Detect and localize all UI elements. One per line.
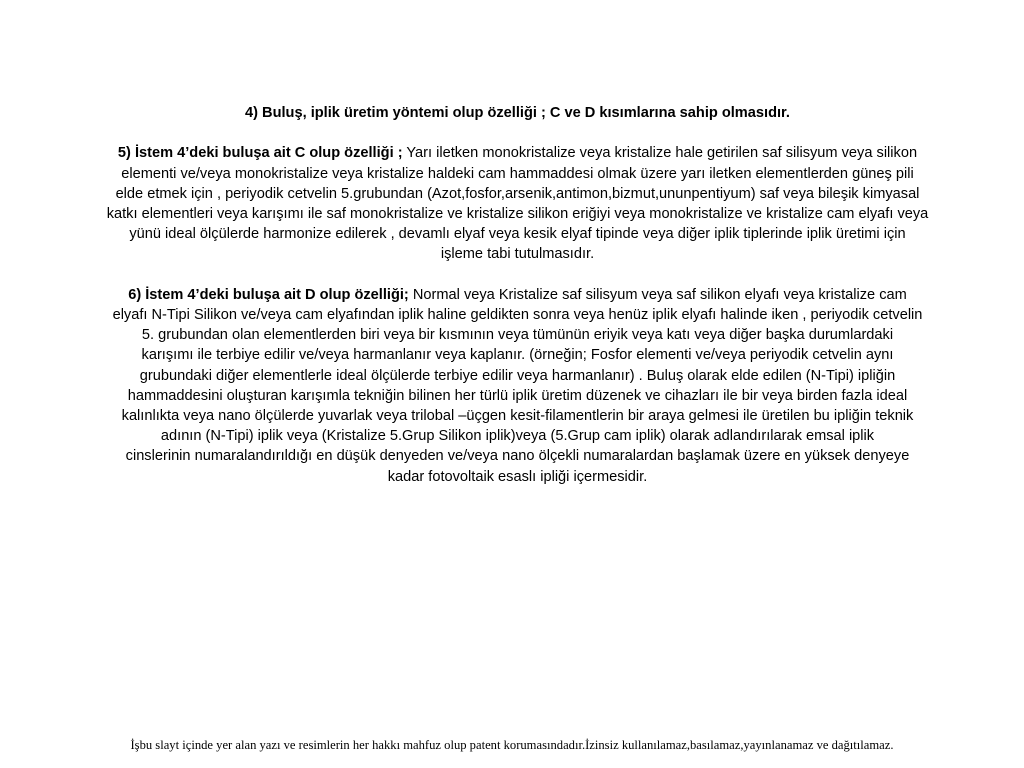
claim-6-line: hammaddesini oluşturan karışımla tekniğin bilinen her türlü iplik üretim düzenek ve cihazları ile bir veya birden fazla ideal xyxy=(127,387,908,404)
claim-5-line: Yarı iletken monokristalize veya kristalize hale getirilen saf silisyum veya silikon xyxy=(406,145,918,162)
claim-6-line: karışımı ile terbiye edilir ve/veya harmanlanır veya kaplanır. (örneğin; Fosfor elementi ve/veya periyodik cetvelin aynı xyxy=(141,347,894,364)
claim-5-heading: 5) İstem 4’deki buluşa ait C olup özelliği ; xyxy=(117,145,403,162)
claim-4: 4) Buluş, iplik üretim yöntemi olup özelliği ; C ve D kısımlarına sahip olmasıdır. xyxy=(245,105,790,121)
slide-body xyxy=(30,103,1005,487)
claim-6-line: Normal veya Kristalize saf silisyum veya saf silikon elyafı veya kristalize cam xyxy=(412,286,907,303)
claim-5-line: katkı elementleri veya karışımı ile saf monokristalize ve kristalize silikon eriğiyi veya monokristalize ve kristalize cam elyafı veya xyxy=(106,206,929,222)
claim-5 xyxy=(30,143,1005,264)
paragraph-gap xyxy=(30,265,1005,285)
claim-5-line: elementi ve/veya monokristalize veya kristalize haldeki cam hammaddesi olmak üzere yarı iletken elementlerden güneş pili xyxy=(121,165,914,182)
claim-6-line: cinslerinin numaralandırıldığı en düşük denyeden ve/veya nano ölçekli numaralardan başlamak üzere en yüksek denyeye xyxy=(125,448,910,465)
claim-6-line: grubundaki diğer elementlerle ideal ölçülerde terbiye edilir veya harmanlanır) . Buluş olarak elde edilen (N-Tipi) ipliğin xyxy=(139,367,896,384)
claim-5-line: yünü ideal ölçülerde harmonize edilerek , devamlı elyaf veya kesik elyaf tipinde veya diğer iplik tiplerinde iplik üretimi için xyxy=(129,226,906,243)
claim-6 xyxy=(30,285,1005,487)
claim-6-line: adının (N-Tipi) iplik veya (Kristalize 5.Grup Silikon iplik)veya (5.Grup cam iplik) olarak adlandırılarak emsal iplik xyxy=(160,428,875,445)
claim-5-line: elde etmek için , periyodik cetvelin 5.grubundan (Azot,fosfor,arsenik,antimon,bizmut,ununpentiyum) saf veya bileşik kimyasal xyxy=(115,185,920,202)
claim-6-line: kadar fotovoltaik esaslı ipliği içermesidir. xyxy=(387,468,648,485)
claim-5-line: işleme tabi tutulmasıdır. xyxy=(440,246,595,263)
claim-6-line: kalınlıkta veya nano ölçülerde yuvarlak veya trilobal –üçgen kesit-filamentlerin bir araya gelmesi ile üretilen bu ipliğin teknik xyxy=(121,408,914,425)
copyright-notice: İşbu slayt içinde yer alan yazı ve resimlerin her hakkı mahfuz olup patent korumasındadır.İzinsiz kullanılamaz,basılamaz,yayınlanamaz ve dağıtılamaz. xyxy=(130,738,894,752)
claim-6-line: 5. grubundan olan elementlerden biri veya bir kısmının veya tümünün eriyik veya katı veya diğer başka durumlardaki xyxy=(141,327,894,344)
claim-6-line: elyafı N-Tipi Silikon ve/veya cam elyafından iplik haline geldikten sonra veya henüz iplik elyafı halinde iken , periyodik cetvelin xyxy=(112,307,923,323)
paragraph-gap xyxy=(30,123,1005,143)
claim-6-heading: 6) İstem 4’deki buluşa ait D olup özelliği; xyxy=(128,286,409,303)
